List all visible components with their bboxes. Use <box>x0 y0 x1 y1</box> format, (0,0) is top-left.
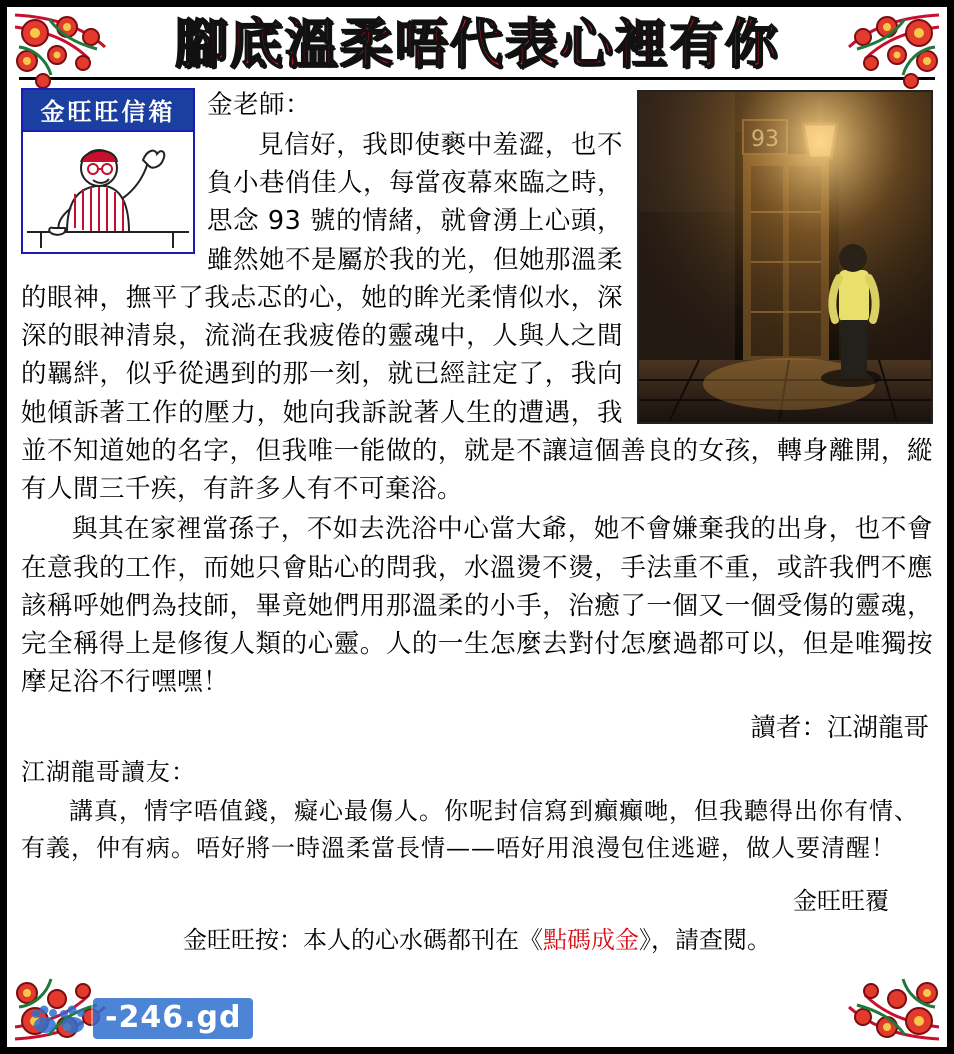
letter-salutation: 金老師： <box>207 89 312 120</box>
watermark <box>31 998 253 1039</box>
letter-signature: 讀者：江湖龍哥 <box>750 712 929 743</box>
article-body <box>7 80 947 956</box>
mailbox-logo-title: 金旺旺信箱 <box>23 90 193 132</box>
corner-ornament-bottom-left <box>13 949 131 1041</box>
reply-paragraph-1: 講真，情字唔值錢，癡心最傷人。你呢封信寫到癲癲哋，但我聽得出你有情、有義，仲有病。唔好將一時溫柔當長情——唔好用浪漫包住逃避，做人要清醒！ <box>21 796 919 863</box>
reply-signature: 金旺旺覆 <box>793 887 889 916</box>
letter-paragraph-2: 與其在家裡當孫子，不如去洗浴中心當大爺，她不會嫌棄我的出身，也不會在意我的工作，而她只會貼心的問我，水溫燙不燙，手法重不重，或許我們不應該稱呼她們為技師，畢竟她們用那溫柔的小手，治癒了一個又一個受傷的靈魂，完全稱得上是修復人類的心靈。人的一生怎麼去對付怎麼過都可以，但是唯獨按摩足浴不行嘿嘿！ <box>21 514 933 698</box>
page-title: 腳底溫柔唔代表心裡有你 <box>174 14 780 75</box>
alley-doorway-night-photo <box>637 90 933 424</box>
reply-salutation: 江湖龍哥讀友： <box>21 757 196 786</box>
man-waving-illustration <box>23 132 193 252</box>
footnote-highlight: 點碼成金 <box>543 926 639 955</box>
footnote-suffix: 》，請查閱。 <box>639 926 771 955</box>
footnote-prefix: 金旺旺按：本人的心水碼都刊在《 <box>183 926 543 955</box>
footnote <box>21 920 933 955</box>
letter-paragraph-1: 見信好，我即使褻中羞澀，也不負小巷俏佳人，每當夜幕來臨之時，思念 93 號的情緒，就會湧上心頭，雖然她不是屬於我的光，但她那溫柔的眼神，撫平了我忐忑的心，她的眸光柔情似水，深深的眼神清泉，流淌在我疲倦的靈魂中，人與人之間的羈絆，似乎從遇到的那一刻，就已經註定了，我向她傾訴著工作的壓力，她向我訴說著人生的遭遇，我並不知道她的名字，但我唯一能做的，就是不讓這個善良的女孩，轉身離開，縱有人間三千疾，有許多人有不可棄浴。 <box>21 129 933 505</box>
watermark-text: -246.gd <box>93 998 253 1039</box>
corner-ornament-bottom-right <box>823 949 941 1041</box>
mailbox-logo <box>21 88 195 254</box>
paw-print-icon <box>31 999 85 1039</box>
reply-text <box>21 754 933 868</box>
